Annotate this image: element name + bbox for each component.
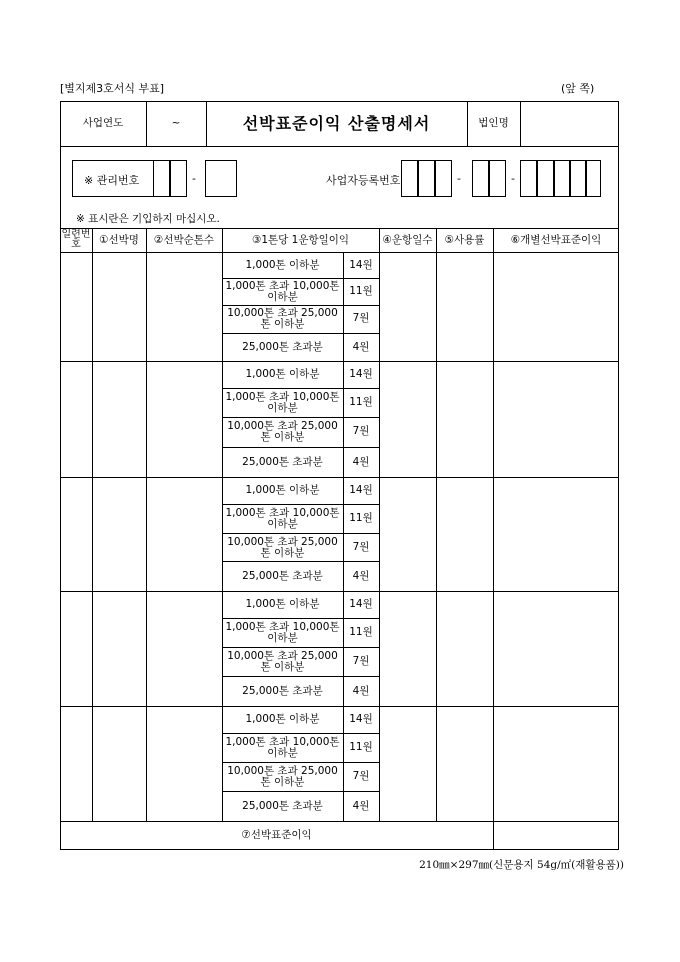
total-value-input[interactable] [493, 821, 619, 850]
mgmt-no-digit[interactable] [170, 160, 187, 197]
tier-rate: 11원 [349, 512, 373, 524]
ship-name-input[interactable] [92, 477, 146, 591]
usage-rate-input[interactable] [436, 477, 493, 591]
form-number: [별지제3호서식 부표] [60, 82, 165, 95]
corp-name-label: 법인명 [478, 117, 509, 129]
tier-rate: 7원 [352, 541, 370, 553]
note: ※ 표시란은 기입하지 마십시오. [76, 213, 220, 225]
biz-reg-dash: - [511, 172, 515, 185]
tier-rate: 11원 [349, 626, 373, 638]
header-voyage-days: ④운항일수 [382, 233, 433, 246]
header-net-tonnage: ②선박순톤수 [153, 233, 215, 246]
tier-label: 1,000톤 초과 10,000톤 이하분 [225, 506, 340, 530]
tier-label: 1,000톤 이하분 [245, 598, 320, 610]
ship-name-input[interactable] [92, 361, 146, 477]
serial-no-input[interactable] [60, 591, 92, 706]
individual-profit-input[interactable] [493, 252, 619, 361]
tier-label: 10,000톤 초과 25,000톤 이하분 [227, 419, 338, 443]
tier-rate: 14원 [349, 713, 373, 725]
tier-rate: 14원 [349, 598, 373, 610]
corp-name-input[interactable] [520, 101, 619, 146]
tier-label: 25,000톤 초과분 [242, 684, 323, 697]
biz-reg-digit[interactable] [586, 160, 601, 197]
individual-profit-input[interactable] [493, 477, 619, 591]
serial-no-input[interactable] [60, 706, 92, 821]
biz-reg-digit[interactable] [537, 160, 554, 197]
biz-reg-digit[interactable] [554, 160, 570, 197]
tier-label: 1,000톤 초과 10,000톤 이하분 [225, 390, 340, 414]
tier-rate: 7원 [352, 425, 370, 437]
tier-label: 25,000톤 초과분 [242, 569, 323, 582]
net-tonnage-input[interactable] [146, 477, 222, 591]
voyage-days-input[interactable] [379, 591, 436, 706]
tier-rate: 11원 [349, 396, 373, 408]
mgmt-no-digit[interactable] [205, 160, 237, 197]
tier-label: 1,000톤 초과 10,000톤 이하분 [225, 279, 340, 303]
voyage-days-input[interactable] [379, 252, 436, 361]
tier-rate: 4원 [352, 569, 370, 582]
tier-label: 1,000톤 초과 10,000톤 이하분 [225, 620, 340, 644]
ship-name-input[interactable] [92, 706, 146, 821]
biz-reg-digit[interactable] [418, 160, 435, 197]
net-tonnage-input[interactable] [146, 591, 222, 706]
tier-label: 1,000톤 이하분 [245, 258, 320, 271]
business-year-label: 사업연도 [82, 117, 124, 129]
tier-label: 10,000톤 초과 25,000톤 이하분 [227, 306, 338, 330]
individual-profit-input[interactable] [493, 361, 619, 477]
form-title: 선박표준이익 산출명세서 [242, 114, 431, 133]
biz-reg-digit[interactable] [520, 160, 537, 197]
tier-label: 10,000톤 초과 25,000톤 이하분 [227, 764, 338, 788]
usage-rate-input[interactable] [436, 252, 493, 361]
tier-rate: 7원 [352, 655, 370, 667]
usage-rate-input[interactable] [436, 706, 493, 821]
business-year-input[interactable] [146, 101, 206, 146]
header-individual-profit: ⑥개별선박표준이익 [510, 233, 602, 246]
tier-rate: 7원 [352, 770, 370, 782]
biz-reg-no-label: 사업자등록번호 [326, 174, 401, 187]
biz-reg-dash: - [457, 172, 461, 185]
header-ship-name: ①선박명 [99, 233, 139, 246]
net-tonnage-input[interactable] [146, 706, 222, 821]
tier-label: 1,000톤 이하분 [245, 713, 320, 725]
header-daily-profit: ③1톤당 1운항일이익 [251, 233, 350, 246]
tier-label: 25,000톤 초과분 [242, 799, 323, 812]
net-tonnage-input[interactable] [146, 252, 222, 361]
usage-rate-input[interactable] [436, 361, 493, 477]
individual-profit-input[interactable] [493, 591, 619, 706]
ship-name-input[interactable] [92, 252, 146, 361]
serial-no-input[interactable] [60, 477, 92, 591]
voyage-days-input[interactable] [379, 706, 436, 821]
tier-label: 10,000톤 초과 25,000톤 이하분 [227, 535, 338, 559]
tier-rate: 7원 [352, 312, 370, 324]
usage-rate-input[interactable] [436, 591, 493, 706]
tier-rate: 4원 [352, 455, 370, 468]
tier-rate: 11원 [349, 285, 373, 297]
tier-rate: 14원 [349, 258, 373, 271]
header-serial-no: 일련번호 [61, 229, 91, 250]
tier-label: 1,000톤 이하분 [245, 484, 320, 496]
tier-rate: 14원 [349, 368, 373, 380]
serial-no-input[interactable] [60, 252, 92, 361]
tier-label: 10,000톤 초과 25,000톤 이하분 [227, 649, 338, 673]
page-side: (앞 쪽) [561, 82, 595, 95]
total-label: ⑦선박표준이익 [241, 829, 312, 841]
header-usage-rate: ⑤사용률 [444, 233, 485, 246]
tier-rate: 14원 [349, 484, 373, 496]
tier-rate: 4원 [352, 799, 370, 812]
mgmt-no-label: ※ 관리번호 [84, 174, 140, 187]
net-tonnage-input[interactable] [146, 361, 222, 477]
tier-rate: 4원 [352, 340, 370, 353]
ship-name-input[interactable] [92, 591, 146, 706]
mgmt-no-digit[interactable] [153, 160, 170, 197]
tier-label: 25,000톤 초과분 [242, 455, 323, 468]
voyage-days-input[interactable] [379, 361, 436, 477]
serial-no-input[interactable] [60, 361, 92, 477]
tier-rate: 11원 [349, 741, 373, 753]
tier-label: 1,000톤 이하분 [245, 368, 320, 380]
paper-spec: 210㎜×297㎜(신문용지 54g/㎡(재활용품)) [419, 859, 624, 871]
biz-reg-digit[interactable] [570, 160, 586, 197]
tier-label: 25,000톤 초과분 [242, 340, 323, 353]
mgmt-no-dash: - [192, 172, 196, 185]
tier-label: 1,000톤 초과 10,000톤 이하분 [225, 735, 340, 759]
tier-rate: 4원 [352, 684, 370, 697]
biz-reg-digit[interactable] [401, 160, 418, 197]
biz-reg-digit[interactable] [472, 160, 489, 197]
voyage-days-input[interactable] [379, 477, 436, 591]
individual-profit-input[interactable] [493, 706, 619, 821]
business-year-sep: ~ [171, 117, 181, 129]
biz-reg-digit[interactable] [435, 160, 452, 197]
biz-reg-digit[interactable] [489, 160, 506, 197]
